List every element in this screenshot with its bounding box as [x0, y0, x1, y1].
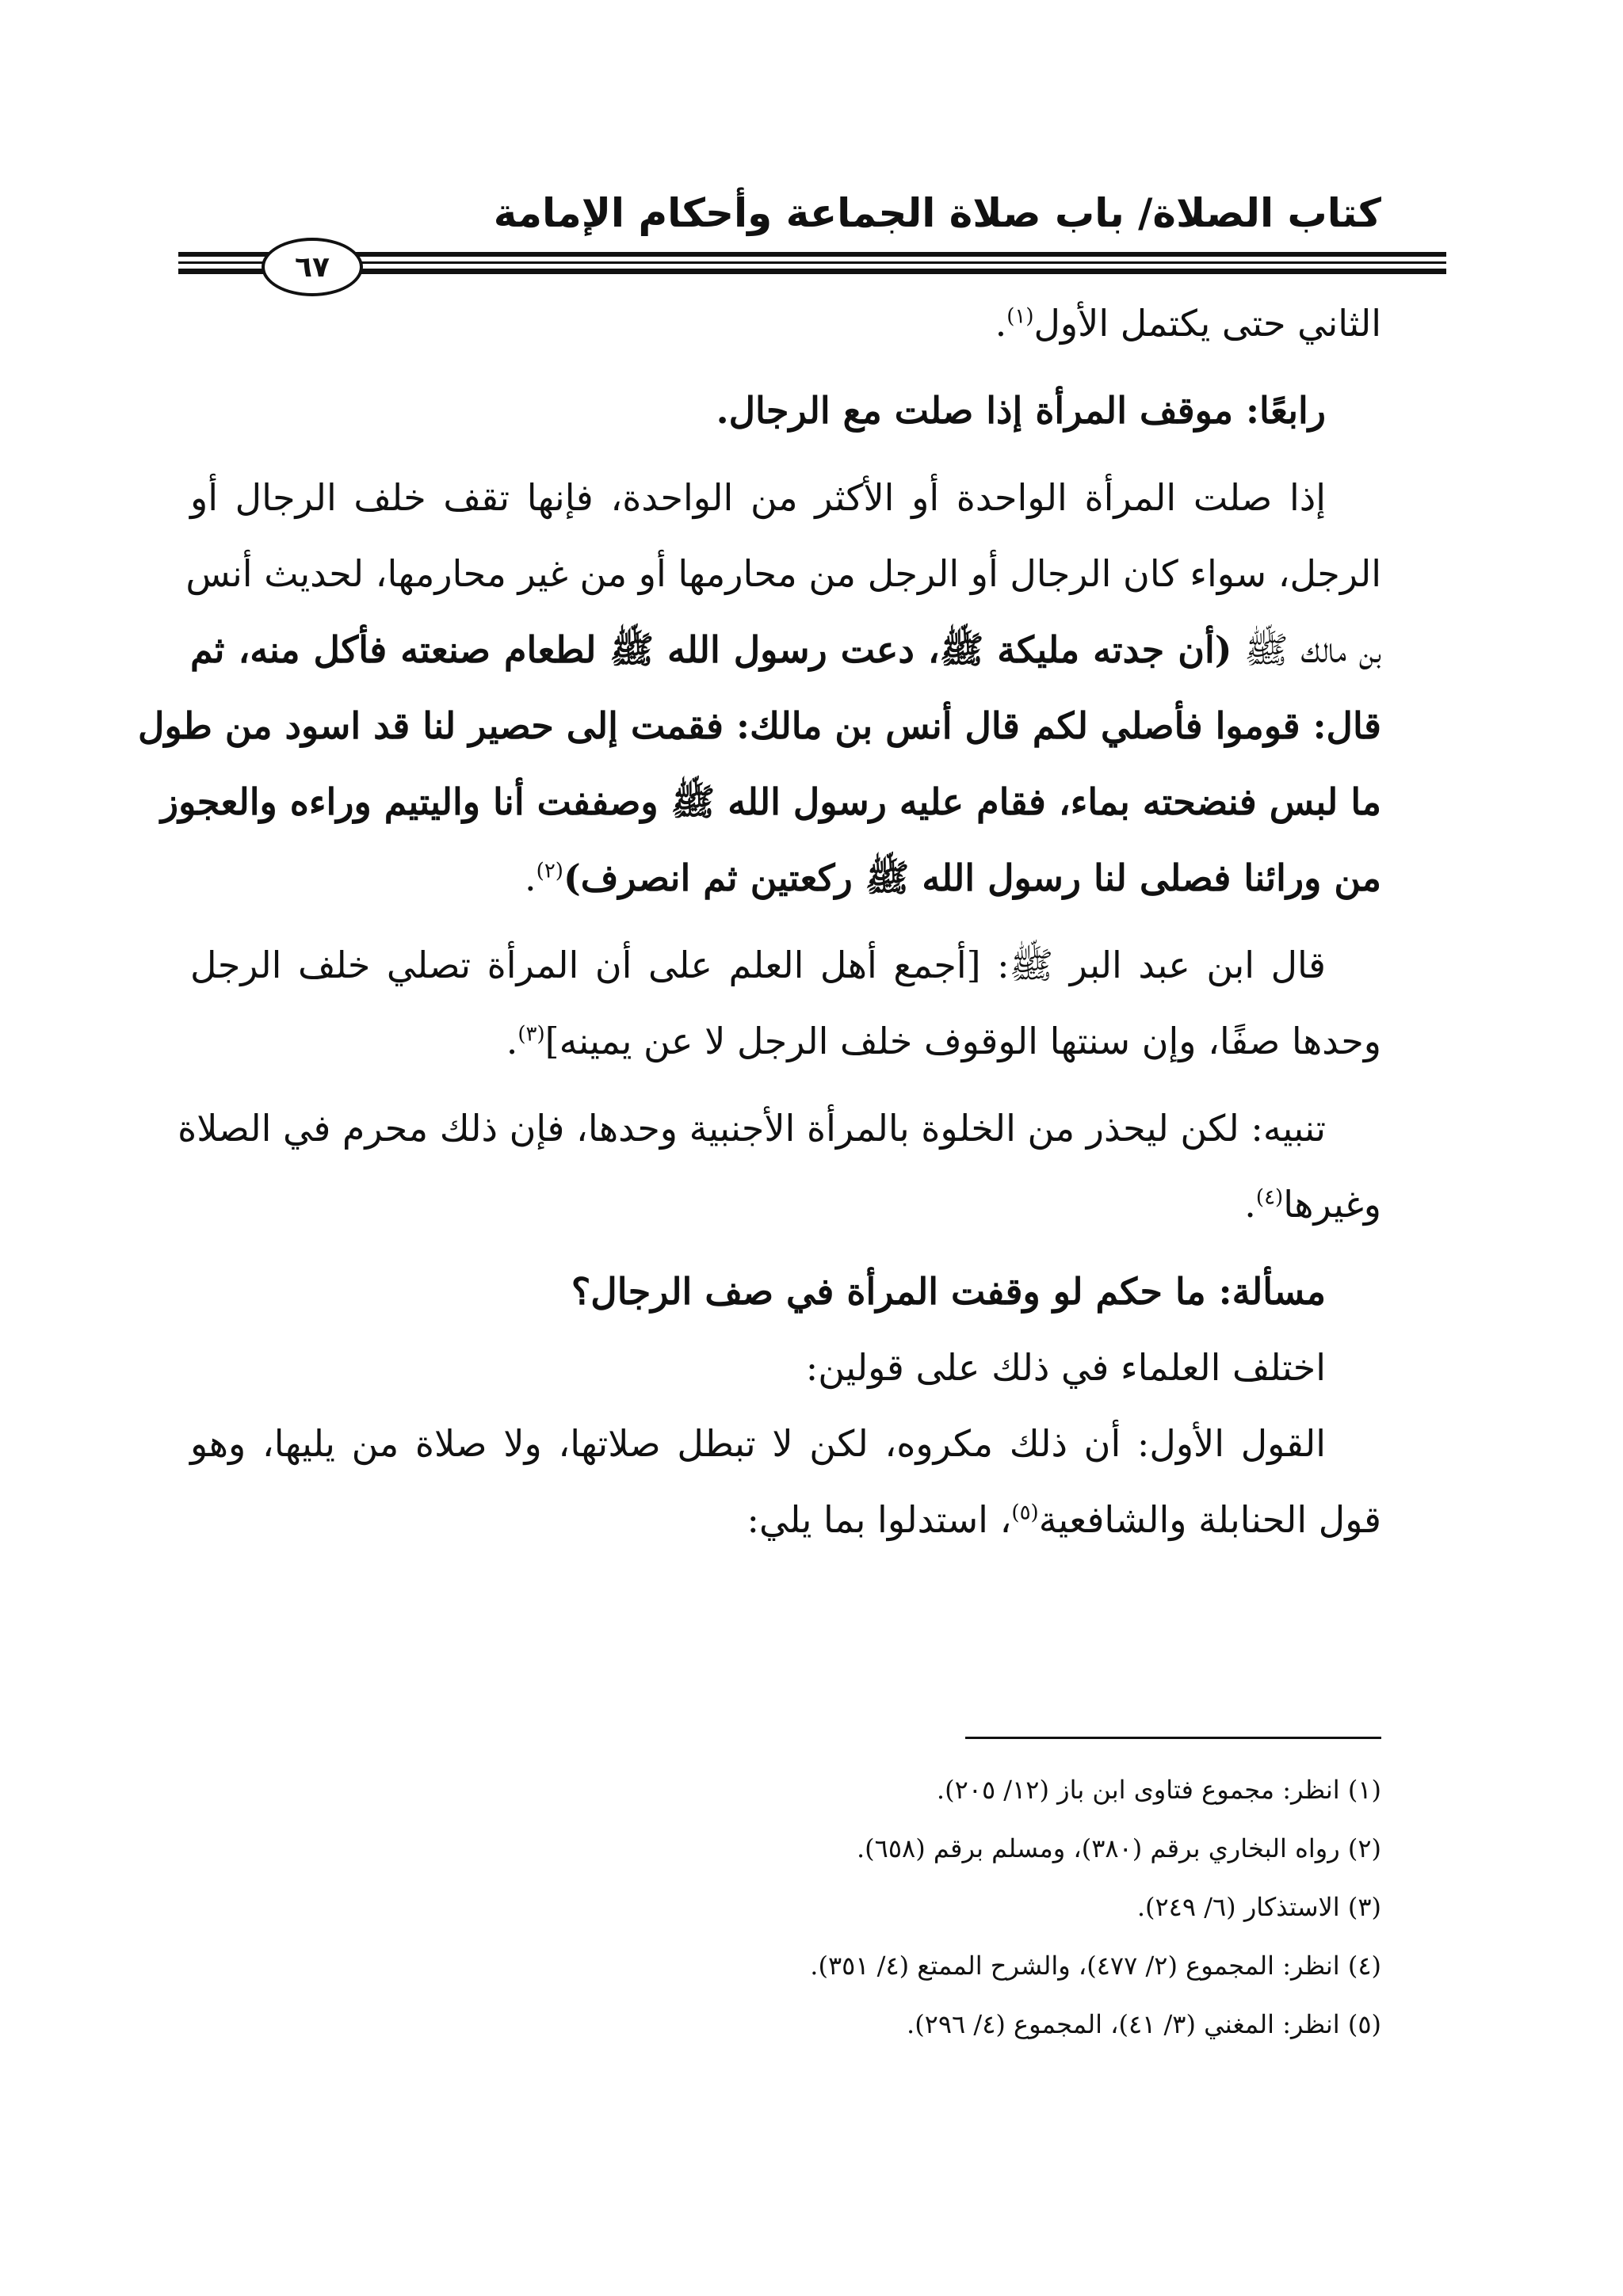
- footnote-ref: (٢): [536, 859, 563, 883]
- text-segment: ، استدلوا بما يلي:: [747, 1498, 1012, 1541]
- hadith-text: من ورائنا فصلى لنا رسول الله ﷺ ركعتين ثم انصرف): [563, 856, 1381, 899]
- page-number: ٦٧: [262, 238, 363, 296]
- footnote-ref: (١): [1006, 304, 1034, 329]
- header-rule: [178, 269, 1446, 274]
- hadith-line: قال: قوموا فأصلي لكم قال أنس بن مالك: فقمت إلى حصير لنا قد اسود من طول: [138, 704, 1381, 747]
- text-line: [190, 285, 1381, 361]
- text-segment: .: [1244, 1183, 1256, 1226]
- footnote: (٥) انظر: المغني (٣/ ٤١)، المجموع (٤/ ٢٩٦).: [907, 2009, 1381, 2039]
- text-line: [190, 1166, 1381, 1242]
- text-line: [190, 1003, 1381, 1079]
- text-segment: قال ابن عبد البر ﷺ:: [980, 944, 1327, 986]
- text-line: اختلف العلماء في ذلك على قولين:: [805, 1346, 1326, 1389]
- running-header-title: كتاب الصلاة/ باب صلاة الجماعة وأحكام الإمامة: [493, 190, 1381, 236]
- text-line: [190, 612, 1381, 688]
- footnote-ref: (٥): [1011, 1501, 1039, 1525]
- section-heading: رابعًا: موقف المرأة إذا صلت مع الرجال.: [716, 389, 1326, 432]
- text-segment: بن مالك ﷺ: [1232, 628, 1382, 671]
- quote-text: [أجمع أهل العلم على أن المرأة تصلي خلف الرجل: [190, 944, 981, 986]
- text-segment: .: [506, 1020, 518, 1062]
- text-line: [190, 927, 1381, 1003]
- text-line: القول الأول: أن ذلك مكروه، لكن لا تبطل صلاتها، ولا صلاة من يليها، وهو: [190, 1422, 1326, 1465]
- header-rule: [178, 252, 1446, 257]
- footnote-ref: (٤): [1255, 1185, 1284, 1210]
- footnote: (٣) الاستذكار (٦/ ٢٤٩).: [1136, 1892, 1381, 1922]
- quote-text: وحدها صفًا، وإن سنتها الوقوف خلف الرجل لا عن يمينه]: [544, 1020, 1381, 1062]
- footnote-ref: (٣): [517, 1022, 545, 1047]
- main-text: [138, 285, 1382, 1558]
- text-segment: .: [525, 856, 537, 899]
- hadith-text: (أن جدته مليكة ﷺ، دعت رسول الله ﷺ لطعام صنعته فأكل منه، ثم: [190, 628, 1232, 671]
- text-line: الرجل، سواء كان الرجال أو الرجل من محارمها أو من غير محارمها، لحديث أنس: [185, 552, 1381, 595]
- footnote: (٤) انظر: المجموع (٢/ ٤٧٧)، والشرح الممتع (٤/ ٣٥١).: [810, 1951, 1381, 1981]
- question-heading: مسألة: ما حكم لو وقفت المرأة في صف الرجال؟: [571, 1270, 1326, 1313]
- header-rule: [178, 261, 1446, 264]
- text-segment: الثاني حتى يكتمل الأول: [1033, 302, 1381, 345]
- text-line: إذا صلت المرأة الواحدة أو الأكثر من الواحدة، فإنها تقف خلف الرجال أو: [190, 476, 1326, 519]
- hadith-line: [190, 840, 1381, 916]
- footnote-separator: [965, 1737, 1381, 1739]
- footnote: (١) انظر: مجموع فتاوى ابن باز (١٢/ ٢٠٥).: [936, 1775, 1381, 1805]
- text-line: [190, 1482, 1381, 1558]
- footnotes: [810, 1760, 1381, 2054]
- text-segment: قول الحنابلة والشافعية: [1038, 1498, 1381, 1541]
- text-segment: .: [995, 302, 1007, 345]
- hadith-line: ما لبس فنضحته بماء، فقام عليه رسول الله ﷺ وصففت أنا واليتيم وراءه والعجوز: [160, 780, 1381, 823]
- text-segment: وغيرها: [1283, 1183, 1381, 1226]
- text-line: تنبيه: لكن ليحذر من الخلوة بالمرأة الأجنبية وحدها، فإن ذلك محرم في الصلاة: [178, 1107, 1326, 1150]
- footnote: (٢) رواه البخاري برقم (٣٨٠)، ومسلم برقم (٦٥٨).: [856, 1833, 1381, 1863]
